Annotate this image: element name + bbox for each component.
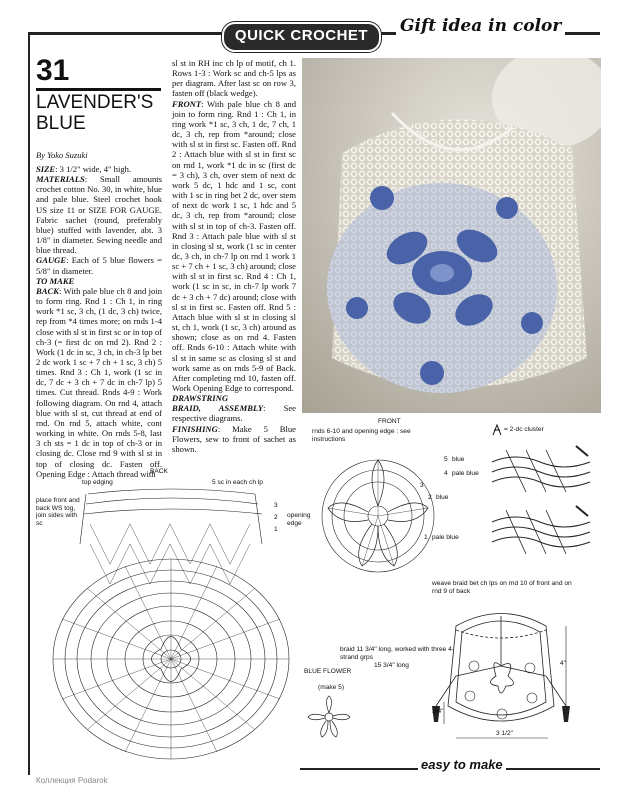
front-round-3: 3	[420, 482, 424, 489]
cluster-symbol-icon	[492, 424, 502, 436]
drawstring-label: DRAWSTRING	[172, 393, 229, 404]
braid-label: BRAID, ASSEMBLY	[172, 403, 264, 414]
front-round-1-color: pale blue	[432, 534, 459, 541]
front-diagram-title: FRONT	[378, 418, 401, 425]
sachet-photo-illustration	[302, 58, 601, 413]
sc-each-label: 5 sc in each ch lp	[212, 479, 263, 486]
row-1-label: 1	[274, 526, 278, 533]
front-round-2: 2	[428, 494, 432, 501]
section-title: QUICK CROCHET	[234, 27, 369, 44]
front-round-5: 5	[444, 456, 448, 463]
braid-note: braid 11 3/4" long, worked with three 4-strand grps	[340, 646, 455, 661]
gauge-text: : Each of 5 blue flowers = 5/8" in diameter.	[36, 255, 162, 276]
front-text: : With pale blue ch 8 and join to form ring. Rnd 1 : Ch 1, in ring work *1 sc, 3 ch, 1 dc, 7 ch, 1 dc, 3 ch, rep from *around; close with sl st in first sc. Fasten off. Rnd 2 : Attach blue with sl st in first sc on rnd 1, work *1 dc in sc (first dc = 3 ch), 3 ch, over stem of next dc work 5 dc, 1 hdc and 1 sc, cont with 1 sc in ring bet 2 dc, over stem of next dc work 1 sc, 1 hdc and 5 dc, 3 ch, rep from *around; close with sl st in top of ch-3. Fasten off. Rnd 3 : Attach pale blue with sl st in closing sl st, work (1 sc in center dc, 3 ch, in ch-7 lp on rnd 1 work 1 sc + 7 ch + 1 sc, 3 ch) around; close with sl st in first sc. Rnd 4 : Ch 1, work (1 sc in sc, in ch-7 lp work 7 dc + 3 ch + 7 dc) around; close with sl st in first sc. Fasten off. Rnd 5 : Attach blue with sl st in closing sl st, ch 1, work (1 sc, 3 ch) around as shown; close as on rnd 4. Fasten off. Rnds 6-10 : Attach white with sl st in same sc as closing sl st and work same as on rnds 5-9 of Back. After completing rnd 10, fasten off. Work Opening Edge to correspond.	[172, 98, 297, 393]
front-round-4: 4	[444, 470, 448, 477]
front-diagram	[316, 446, 440, 580]
row-3-label: 3	[274, 502, 278, 509]
finishing-label: FINISHING	[172, 423, 218, 434]
collection-credit: Коллекция Podarok	[36, 776, 108, 785]
front-label: FRONT	[172, 98, 202, 109]
top-edging-label: top edging	[82, 479, 113, 486]
materials-label: MATERIALS	[36, 174, 85, 185]
pattern-number: 31	[36, 54, 70, 87]
instructions-column-2	[172, 58, 296, 454]
header-tagline: Gift idea in color	[396, 16, 565, 36]
blue-flower-diagram	[306, 694, 352, 740]
braid-steps-diagram	[486, 444, 598, 574]
author: By Yoko Suzuki	[36, 150, 88, 160]
row-2-label: 2	[274, 514, 278, 521]
page-left-rule	[28, 35, 30, 775]
braid-length-2: 15 3/4" long	[374, 662, 409, 669]
section-badge	[222, 22, 381, 52]
back-text: : With pale blue ch 8 and join to form ring. Rnd 1 : Ch 1, in ring work *1 sc, 3 ch, (1 dc, 3 ch) twice, rep from *4 times more; on rnds 1-4 close with sl st in first sc or in top of ch-3 (= first dc on rnd 2). Rnd 2 : Work (1 dc in sc, 3 ch, in ch-3 lp bet 2 dc work 1 sc + 7 ch + 1 sc, 3 ch) 5 times. Rnd 3 : Ch 1, work (1 sc in dc, 7 dc + 3 ch + 7 dc in ch-7 lp) 5 times. Cut thread. Rnds 4-9 : Work following diagram. On rnd 4, attach blue with sl st, cut thread at end of rnd. On rnd 5, attach white, cont working in white. On rnds 5-8, last 3 ch sts = 1 dc in top of ch-3 or in closing dc. Close rnd 9 with sl st in top of closing dc. Fasten off. Opening Edge : Attach thread with	[36, 285, 162, 479]
assembly-diagram	[426, 596, 576, 746]
back-diagram	[40, 484, 302, 762]
size-text: : 3 1/2" wide, 4" high.	[55, 164, 132, 174]
width-dimension: 3 1/2"	[496, 730, 514, 737]
sachet-photo	[302, 58, 601, 413]
front-note: rnds 6-10 and opening edge : see instructions	[312, 428, 411, 443]
title-line-1: LAVENDER'S	[36, 92, 154, 113]
opening-edge-cont: sl st in RH inc ch lp of motif, ch 1. Rows 1-3 : Work sc and ch-5 lps as per diagram. After last sc on row 3, fasten off (black wedge).	[172, 58, 296, 99]
title-rule	[36, 88, 161, 91]
braid-text: : See respective diagrams.	[172, 403, 296, 424]
gauge-label: GAUGE	[36, 255, 67, 266]
weave-note: weave braid bet ch lps on rnd 10 of front and on rnd 9 of back	[432, 580, 572, 595]
front-round-4-color: pale blue	[452, 470, 479, 477]
side-dimension: 3/4"	[432, 708, 444, 715]
place-front-label: place front and back WS tog, join sides with sc	[36, 497, 80, 527]
front-round-1: 1	[424, 534, 428, 541]
blue-flower-title: BLUE FLOWER	[304, 668, 352, 675]
instructions-column-1	[36, 164, 162, 479]
title-line-2: BLUE	[36, 113, 86, 134]
easy-to-make-badge: easy to make	[418, 757, 506, 772]
finishing-text: : Make 5 Blue Flowers, sew to front of sachet as shown.	[172, 423, 296, 454]
materials-text: : Small amounts crochet cotton No. 30, in white, blue and pale blue. Steel crochet hook US size 11 or SIZE FOR GAUGE. Fabric sachet (round, preferably blue) stuffed with lavender, abt. 3 1/8" in diameter. Sewing needle and blue thread.	[36, 174, 162, 256]
back-label: BACK	[36, 285, 59, 296]
height-dimension: 4"	[560, 660, 567, 667]
front-round-2-color: blue	[436, 494, 449, 501]
to-make-heading: TO MAKE	[36, 275, 75, 286]
legend-text: = 2-dc cluster	[504, 426, 544, 433]
blue-flower-count: (make 5)	[318, 684, 345, 691]
front-round-5-color: blue	[452, 456, 465, 463]
size-label: SIZE	[36, 164, 56, 174]
pattern-title	[36, 92, 166, 134]
opening-edge-label: opening edge	[287, 512, 311, 527]
back-diagram-title: BACK	[150, 468, 168, 475]
